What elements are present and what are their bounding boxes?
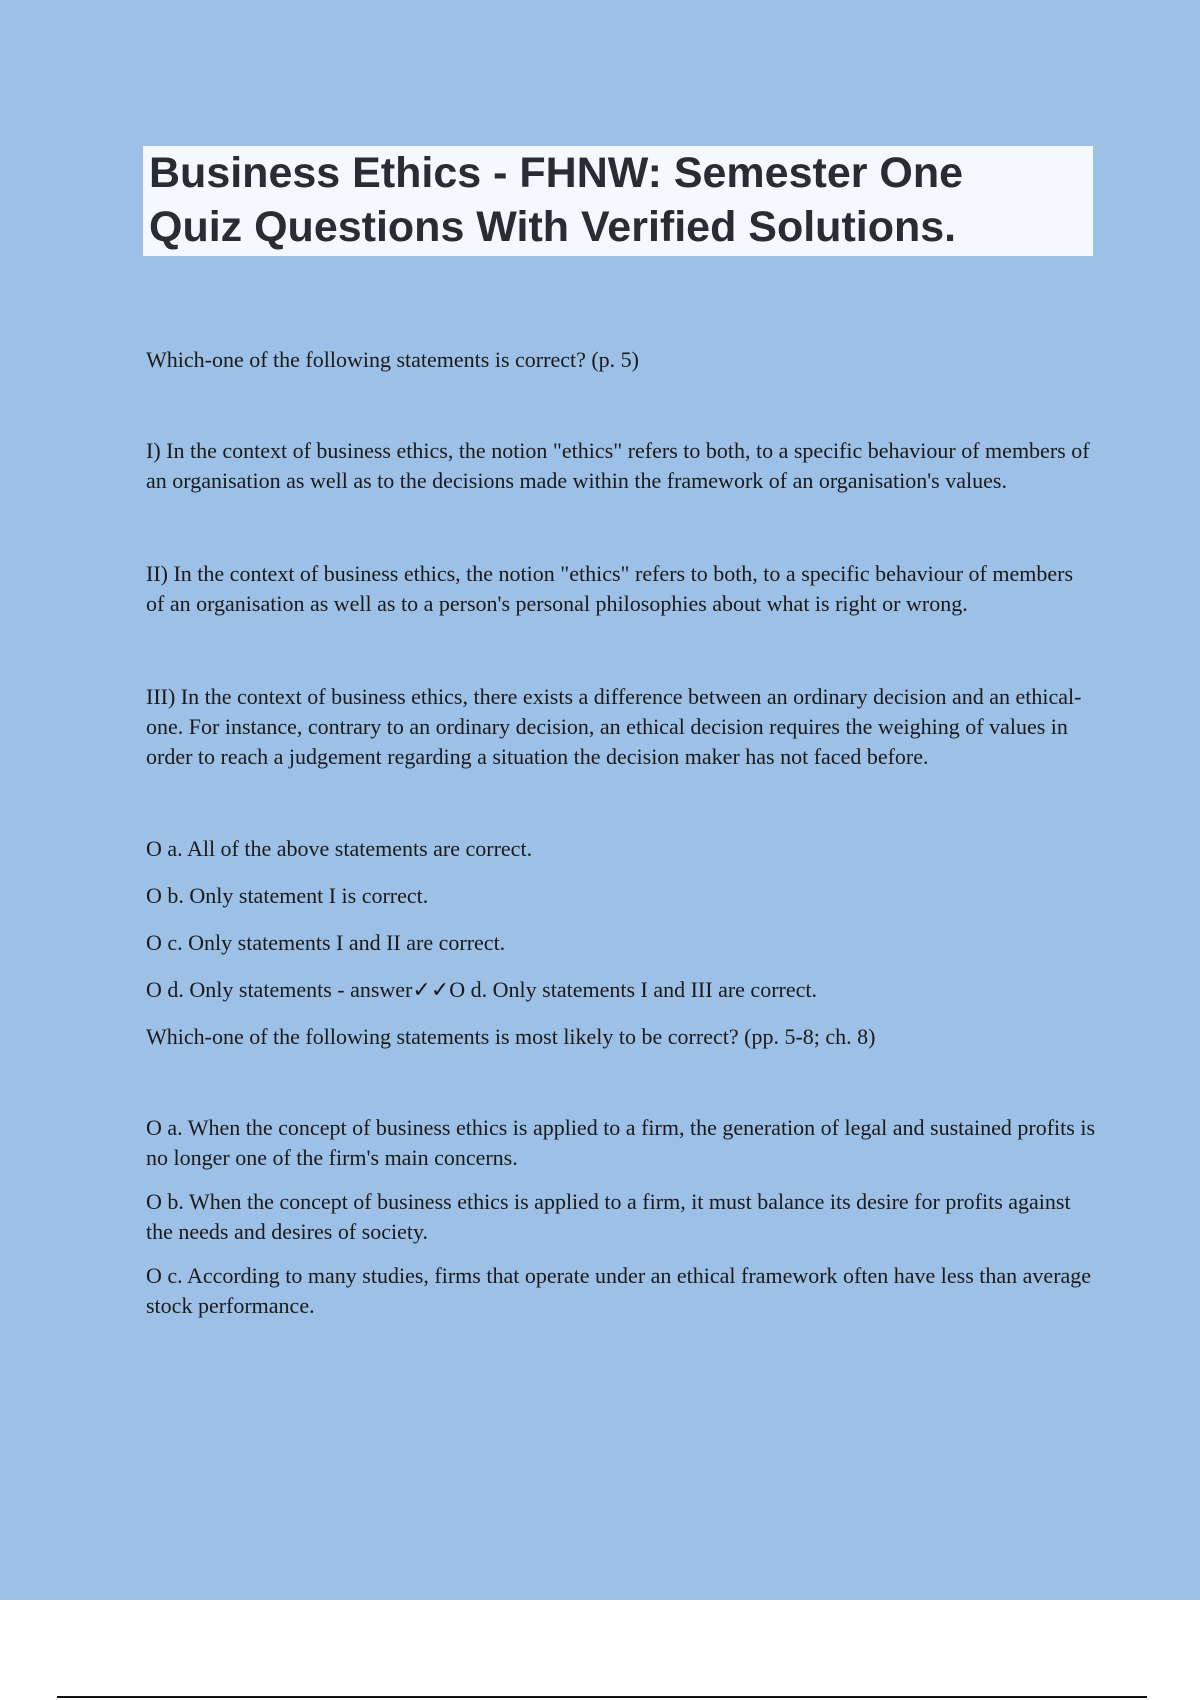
document-title [149,146,1087,254]
question-2-prompt: Which-one of the following statements is most likely to be correct? (pp. 5-8; ch. 8) [146,1024,876,1049]
statement-1: I) In the context of business ethics, the notion "ethics" refers to both, to a specific behaviour of members of an organisation as well as to the decisions made within the framework of an organisation's values. [146,438,1090,493]
title-line-2: Quiz Questions With Verified Solutions. [149,203,957,251]
question-1-option-d-answer: O d. Only statements - answer✓✓O d. Only statements I and III are correct. [146,977,817,1002]
document-body [146,345,1096,1335]
question-1-option-a: O a. All of the above statements are correct. [146,836,533,861]
footer-divider [57,1696,1147,1698]
question-1-option-c: O c. Only statements I and II are correct. [146,930,506,955]
question-2-option-c: O c. According to many studies, firms that operate under an ethical framework often have less than average stock performance. [146,1263,1092,1318]
question-1-option-b: O b. Only statement I is correct. [146,883,429,908]
question-1-prompt: Which-one of the following statements is correct? (p. 5) [146,347,640,372]
question-2-option-b: O b. When the concept of business ethics is applied to a firm, it must balance its desire for profits against the needs and desires of society. [146,1189,1071,1244]
title-line-1: Business Ethics - FHNW: Semester One [149,149,964,197]
title-box [143,146,1093,256]
question-2-option-a: O a. When the concept of business ethics is applied to a firm, the generation of legal and sustained profits is no longer one of the firm's main concerns. [146,1115,1096,1170]
statement-3: III) In the context of business ethics, there exists a difference between an ordinary decision and an ethical-one. For instance, contrary to an ordinary decision, an ethical decision requires the weighing of values in order to reach a judgement regarding a situation the decision maker has not faced before. [146,684,1082,769]
statement-2: II) In the context of business ethics, the notion "ethics" refers to both, to a specific behaviour of members of an organisation as well as to a person's personal philosophies about what is right or wrong. [146,561,1074,616]
